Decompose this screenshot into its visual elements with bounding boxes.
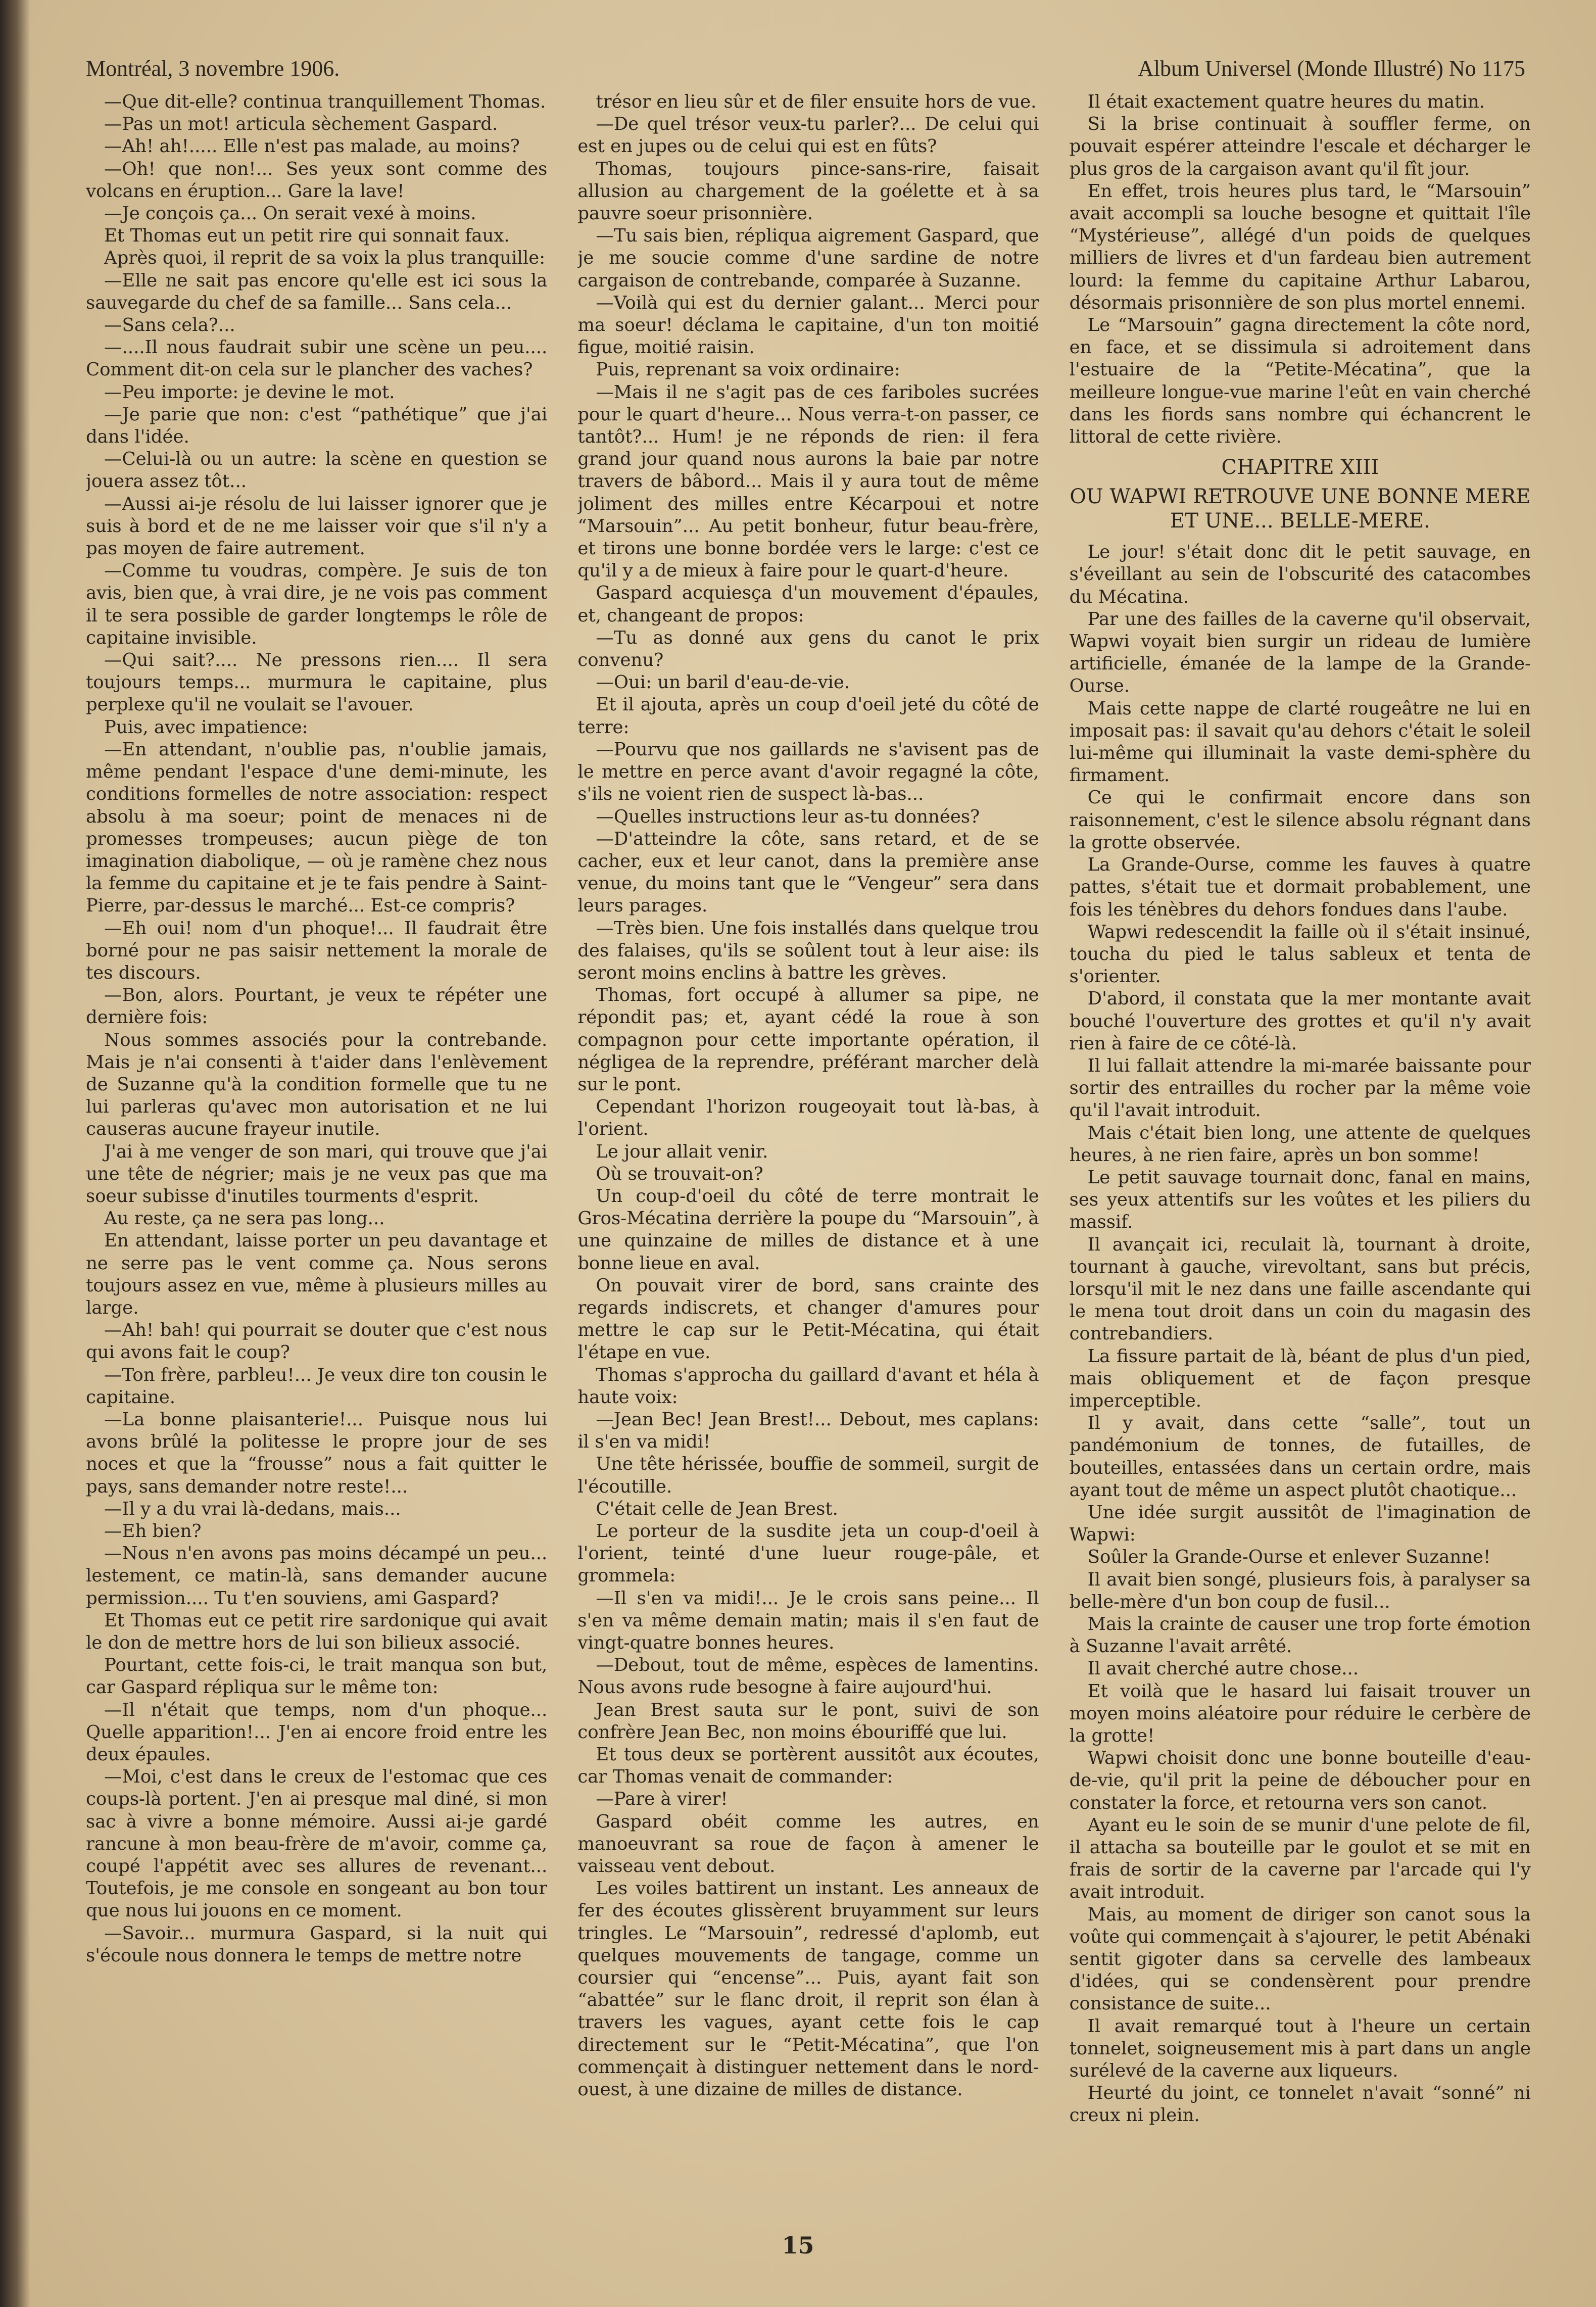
paragraph: —Ah! ah!..... Elle n'est pas malade, au moins? — [104, 136, 520, 157]
paragraph: Par une des failles de la caverne qu'il observait, Wapwi voyait bien surgir un rideau de lumière artificielle, émanée de la lampe de la Grande-Ourse. — [1069, 608, 1531, 697]
page-header — [86, 48, 1525, 88]
paragraph: —Tu sais bien, répliqua aigrement Gaspard, que je me soucie comme d'une sardine de notre cargaison de contrebande, comparée à Suzanne. — [577, 225, 1039, 291]
paragraph: Il lui fallait attendre la mi-marée baissante pour sortir des entrailles du rocher par la même voie qu'il l'avait introduit. — [1069, 1055, 1531, 1121]
paragraph: —Je conçois ça... On serait vexé à moins. — [104, 203, 476, 224]
paragraph: Une tête hérissée, bouffie de sommeil, surgit de l'écoutille. — [577, 1454, 1039, 1497]
paragraph: En effet, trois heures plus tard, le “Marsouin” avait accompli sa louche besogne et quittait l'île “Mystérieuse”, allégé d'un poids de quelques milliers de livres et d'un fardeau bien autrement lourd: la femme du capitaine Arthur Labarou, désormais prisonnière de son plus mortel ennemi. — [1069, 180, 1531, 313]
paragraph: La fissure partait de là, béant de plus d'un pied, mais obliquement et de façon presque imperceptible. — [1069, 1345, 1531, 1411]
paragraph: —Oui: un baril d'eau-de-vie. — [596, 672, 850, 693]
paragraph: —Eh bien? — [104, 1521, 202, 1542]
paragraph: —Savoir... murmura Gaspard, si la nuit qui s'écoule nous donnera le temps de mettre notre — [86, 1923, 548, 1966]
paragraph: —Il s'en va midi!... Je le crois sans peine... Il s'en va même demain matin; mais il s'en faut de vingt-quatre bonnes heures. — [577, 1588, 1039, 1654]
paragraph: —Comme tu voudras, compère. Je suis de ton avis, bien que, à vrai dire, je ne vois pas comment il te sera possible de garder longtemps le rôle de capitaine invisible. — [86, 560, 548, 648]
paragraph: trésor en lieu sûr et de filer ensuite hors de vue. — [596, 91, 1037, 112]
paragraph: Si la brise continuait à souffler ferme, on pouvait espérer atteindre l'escale et décharger le plus gros de la cargaison avant qu'il fît jour. — [1069, 114, 1531, 179]
paragraph: —Pas un mot! articula sèchement Gaspard. — [104, 114, 498, 135]
paragraph: Mais, au moment de diriger son canot sous la voûte qui commençait à s'ajourer, le petit Abénaki sentit gigoter dans sa cervelle des lambeaux d'idées, qui se condensèrent pour prendre consistance de suite... — [1069, 1904, 1531, 2014]
paragraph: —Très bien. Une fois installés dans quelque trou des falaises, qu'ils se soûlent tout à leur aise: ils seront moins enclins à battre les grèves. — [577, 918, 1039, 983]
paragraph: Il avait cherché autre chose... — [1087, 1658, 1359, 1679]
paragraph: —Voilà qui est du dernier galant... Merci pour ma soeur! déclama le capitaine, d'un ton moitié figue, moitié raisin. — [577, 292, 1039, 358]
paragraph: Soûler la Grande-Ourse et enlever Suzanne! — [1087, 1547, 1491, 1568]
column-middle — [577, 91, 1039, 2213]
article-columns — [86, 91, 1531, 2213]
paragraph: Mais c'était bien long, une attente de quelques heures, à ne rien faire, après un bon somme! — [1069, 1122, 1531, 1166]
paragraph: —Celui-là ou un autre: la scène en question se jouera assez tôt... — [86, 449, 548, 492]
paragraph: Gaspard obéit comme les autres, en manoeuvrant sa roue de façon à amener le vaisseau vent debout. — [577, 1811, 1039, 1877]
paragraph: —Eh oui! nom d'un phoque!... Il faudrait être borné pour ne pas saisir nettement la morale de tes discours. — [86, 918, 548, 983]
paragraph: Où se trouvait-on? — [596, 1163, 763, 1184]
column-left — [86, 91, 547, 2213]
paragraph: On pouvait virer de bord, sans crainte des regards indiscrets, et changer d'amures pour mettre le cap sur le Petit-Mécatina, qui était l'étape en vue. — [577, 1275, 1039, 1363]
column-right — [1070, 91, 1531, 2213]
paragraph: —Ton frère, parbleu!... Je veux dire ton cousin le capitaine. — [86, 1364, 548, 1408]
paragraph: —Mais il ne s'agit pas de ces fariboles sucrées pour le quart d'heure... Nous verra-t-on passer, ce tantôt?... Hum! je ne réponds de rien: il fera grand jour quand nous aurons la baie par notre travers de bâbord... Mais il y aura tout de même joliment des milles entre Kécarpoui et notre “Marsouin”... Au petit bonheur, futur beau-frère, et tirons une bonne bordée vers le large: c'est ce qu'il y a de mieux à faire pour le quart-d'heure. — [577, 381, 1039, 582]
paragraph: —Moi, c'est dans le creux de l'estomac que ces coups-là portent. J'en ai presque mal diné, si mon sac à vivre a bonne mémoire. Aussi ai-je gardé rancune à mon beau-frère de m'avoir, comme ça, coupé l'appétit avec ses allures de revenant... Toutefois, je me console en songeant au bon tour que nous lui jouons en ce moment. — [86, 1766, 548, 1921]
paragraph: Et voilà que le hasard lui faisait trouver un moyen moins aléatoire pour réduire le cerbère de la grotte! — [1069, 1680, 1531, 1747]
paragraph: —Peu importe: je devine le mot. — [104, 381, 395, 403]
paragraph: Et tous deux se portèrent aussitôt aux écoutes, car Thomas venait de commander: — [577, 1744, 1039, 1788]
paragraph: Et il ajouta, après un coup d'oeil jeté du côté de terre: — [577, 694, 1039, 738]
paragraph: Puis, reprenant sa voix ordinaire: — [596, 359, 900, 380]
paragraph: Ayant eu le soin de se munir d'une pelote de fil, il attacha sa bouteille par le goulot et se mit en frais de sortir de la caverne par l'arcade qui l'y avait introduit. — [1069, 1814, 1531, 1903]
paragraph: D'abord, il constata que la mer montante avait bouché l'ouverture des grottes et qu'il n'y avait rien à faire de ce côté-là. — [1069, 988, 1531, 1054]
paragraph: Thomas, toujours pince-sans-rire, faisait allusion au chargement de la goélette et à sa pauvre soeur prisonnière. — [577, 158, 1039, 224]
paragraph: —Pourvu que nos gaillards ne s'avisent pas de le mettre en perce avant d'avoir regagné la côte, s'ils ne voient rien de suspect là-bas... — [577, 739, 1039, 805]
paragraph: J'ai à me venger de son mari, qui trouve que j'ai une tête de négrier; mais je ne veux pas que ma soeur subisse d'inutiles tourments d'esprit. — [86, 1141, 548, 1207]
paragraph: —Bon, alors. Pourtant, je veux te répéter une dernière fois: — [86, 985, 548, 1028]
paragraph: Thomas, fort occupé à allumer sa pipe, ne répondit pas; et, ayant cédé la roue à son compagnon pour cette importante opération, il négligea de la reprendre, préférant marcher delà sur le pont. — [577, 985, 1039, 1095]
paragraph: Heurté du joint, ce tonnelet n'avait “sonné” ni creux ni plein. — [1069, 2083, 1531, 2126]
paragraph: Nous sommes associés pour la contrebande. Mais je n'ai consenti à t'aider dans l'enlèvement de Suzanne qu'à la condition formelle que tu ne lui parleras qu'avec mon autorisation et ne lui causeras aucune frayeur inutile. — [86, 1029, 548, 1140]
paragraph: Le jour! s'était donc dit le petit sauvage, en s'éveillant au sein de l'obscurité des catacombes du Mécatina. — [1069, 542, 1531, 607]
paragraph: —Quelles instructions leur as-tu données? — [596, 806, 980, 827]
paragraph: Et Thomas eut ce petit rire sardonique qui avait le don de mettre hors de lui son bilieux associé. — [86, 1610, 548, 1654]
paragraph: Mais cette nappe de clarté rougeâtre ne lui en imposait pas: il savait qu'au dehors c'était le soleil lui-même qui illuminait la vaste demi-sphère du firmament. — [1069, 698, 1531, 786]
paragraph: —Pare à virer! — [596, 1789, 728, 1810]
paragraph: Au reste, ça ne sera pas long... — [104, 1208, 385, 1229]
paragraph: Il y avait, dans cette “salle”, tout un pandémonium de tonnes, de futailles, de bouteilles, entassées dans un certain ordre, mais ayant tout de même un aspect plutôt chaotique... — [1069, 1413, 1531, 1501]
paragraph: Jean Brest sauta sur le pont, suivi de son confrère Jean Bec, non moins ébouriffé que lui. — [577, 1699, 1039, 1743]
paragraph: —Tu as donné aux gens du canot le prix convenu? — [577, 627, 1039, 671]
paragraph: Après quoi, il reprit de sa voix la plus tranquille: — [104, 248, 546, 269]
paragraph: Il avançait ici, reculait là, tournant à droite, tournant à gauche, virevoltant, sans but précis, lorsqu'il mit le nez dans une faille ascendante qui le mena tout droit dans un coin du magasin des contrebandiers. — [1069, 1234, 1531, 1344]
paragraph: —Oh! que non!... Ses yeux sont comme des volcans en éruption... Gare la lave! — [86, 158, 548, 202]
paragraph: La Grande-Ourse, comme les fauves à quatre pattes, s'était tue et dormait probablement, une fois les ténèbres du dehors fondues dans l'aube. — [1069, 854, 1531, 920]
paragraph: C'était celle de Jean Brest. — [596, 1498, 838, 1519]
publication-title: Album Universel (Monde Illustré) No 1175 — [1137, 56, 1525, 81]
page-binding-edge — [0, 0, 30, 2307]
paragraph: Une idée surgit aussitôt de l'imagination de Wapwi: — [1069, 1502, 1531, 1546]
paragraph: —Ah! bah! qui pourrait se douter que c'est nous qui avons fait le coup? — [86, 1320, 548, 1363]
chapter-number: CHAPITRE XIII — [1221, 456, 1379, 479]
paragraph: Un coup-d'oeil du côté de terre montrait le Gros-Mécatina derrière la poupe du “Marsouin”, à une quinzaine de milles de distance et à une bonne lieue en aval. — [577, 1185, 1039, 1274]
paragraph: —Que dit-elle? continua tranquillement Thomas. — [104, 91, 546, 112]
issue-date: Montréal, 3 novembre 1906. — [86, 56, 340, 81]
paragraph: —Je parie que non: c'est “pathétique” que j'ai dans l'idée. — [86, 404, 548, 448]
paragraph: Il était exactement quatre heures du matin. — [1087, 91, 1485, 112]
paragraph: Mais la crainte de causer une trop forte émotion à Suzanne l'avait arrêté. — [1069, 1614, 1531, 1657]
paragraph: Le “Marsouin” gagna directement la côte nord, en face, et se dissimula si adroitement dans l'estuaire de la “Petite-Mécatina”, que la meilleure longue-vue marine l'eût en vain cherché dans les fiords sans nombre qui échancrent le littoral de cette rivière. — [1069, 315, 1531, 448]
paragraph: En attendant, laisse porter un peu davantage et ne serre pas le vent comme ça. Nous serons toujours assez en vue, même à plusieurs milles au large. — [86, 1230, 548, 1318]
paragraph: Le porteur de la susdite jeta un coup-d'oeil à l'orient, teinté d'une lueur rouge-pâle, et grommela: — [577, 1521, 1039, 1587]
paragraph: Le petit sauvage tournait donc, fanal en mains, ses yeux attentifs sur les voûtes et les piliers du massif. — [1069, 1167, 1531, 1233]
paragraph: Les voiles battirent un instant. Les anneaux de fer des écoutes glissèrent bruyamment sur leurs tringles. Le “Marsouin”, redressé d'aplomb, eut quelques mouvements de tangage, comme un coursier qui “encense”... Puis, ayant fait son “abattée” sur le flanc droit, il reprit son élan à travers les vagues, ayant cette fois le cap directement sur le “Petit-Mécatina”, que l'on commençait à distinguer nettement dans le nord-ouest, à une dizaine de milles de distance. — [577, 1878, 1039, 2100]
paragraph: —Qui sait?.... Ne pressons rien.... Il sera toujours temps... murmura le capitaine, plus perplexe qu'il ne voulait se l'avouer. — [86, 650, 548, 715]
paragraph: Et Thomas eut un petit rire qui sonnait faux. — [104, 225, 510, 247]
paragraph: Il avait remarqué tout à l'heure un certain tonnelet, soigneusement mis à part dans un angle surélevé de la caverne aux liqueurs. — [1069, 2015, 1531, 2082]
paragraph: Wapwi redescendit la faille où il s'était insinué, toucha du pied le talus sableux et tenta de s'orienter. — [1069, 921, 1531, 987]
paragraph: —Nous n'en avons pas moins décampé un peu... lestement, ce matin-là, sans demander aucune permission.... Tu t'en souviens, ami Gaspard? — [86, 1543, 548, 1609]
paragraph: —En attendant, n'oublie pas, n'oublie jamais, même pendant l'espace d'une demi-minute, les conditions formelles de notre association: respect absolu à ma soeur; point de menaces ni de promesses trompeuses; aucun piège de ton imagination diabolique, — où je ramène chez nous la femme du capitaine et je te fais pendre à Saint-Pierre, par-dessus le marché... Est-ce compris? — [86, 739, 548, 917]
paragraph: Cependant l'horizon rougeoyait tout là-bas, à l'orient. — [577, 1096, 1039, 1140]
paragraph: Wapwi choisit donc une bonne bouteille d'eau-de-vie, qu'il prit la peine de déboucher pour en constater la force, et retourna vers son canot. — [1069, 1748, 1531, 1813]
paragraph: Puis, avec impatience: — [104, 716, 308, 738]
paragraph: —....Il nous faudrait subir une scène un peu.... Comment dit-on cela sur le plancher des vaches? — [86, 337, 548, 380]
paragraph: Gaspard acquiesça d'un mouvement d'épaules, et, changeant de propos: — [577, 583, 1039, 626]
paragraph: —Elle ne sait pas encore qu'elle est ici sous la sauvegarde du chef de sa famille... Sans cela... — [86, 270, 548, 313]
paragraph: Il avait bien songé, plusieurs fois, à paralyser sa belle-mère d'un bon coup de fusil... — [1069, 1569, 1531, 1612]
page-number: 15 — [782, 2232, 814, 2259]
chapter-title: OU WAPWI RETROUVE UNE BONNE MERE ET UNE... BELLE-MERE. — [1070, 485, 1531, 533]
paragraph: —Il n'était que temps, nom d'un phoque... Quelle apparition!... J'en ai encore froid entre les deux épaules. — [86, 1699, 548, 1765]
paragraph: Ce qui le confirmait encore dans son raisonnement, c'est le silence absolu régnant dans la grotte observée. — [1069, 787, 1531, 853]
paragraph: —Il y a du vrai là-dedans, mais... — [104, 1498, 401, 1519]
paragraph: —Aussi ai-je résolu de lui laisser ignorer que je suis à bord et de ne me laisser voir que s'il n'y a pas moyen de faire autrement. — [86, 493, 548, 559]
paragraph: —Sans cela?... — [104, 315, 235, 336]
paragraph: Le jour allait venir. — [596, 1141, 768, 1162]
paragraph: Thomas s'approcha du gaillard d'avant et héla à haute voix: — [577, 1364, 1039, 1408]
paragraph: Pourtant, cette fois-ci, le trait manqua son but, car Gaspard répliqua sur le même ton: — [86, 1655, 548, 1698]
paragraph: —Debout, tout de même, espèces de lamentins. Nous avons rude besogne à faire aujourd'hui. — [577, 1655, 1039, 1698]
paragraph: —Jean Bec! Jean Brest!... Debout, mes caplans: il s'en va midi! — [577, 1409, 1039, 1453]
paragraph: —De quel trésor veux-tu parler?... De celui qui est en jupes ou de celui qui est en fûts? — [577, 114, 1039, 157]
paragraph: —D'atteindre la côte, sans retard, et de se cacher, eux et leur canot, dans la première anse venue, du moins tant que le “Vengeur” sera dans leurs parages. — [577, 828, 1039, 917]
paragraph: —La bonne plaisanterie!... Puisque nous lui avons brûlé la politesse le propre jour de ses noces et que la “frousse” nous a fait quitter le pays, sans demander notre reste!... — [86, 1409, 548, 1497]
